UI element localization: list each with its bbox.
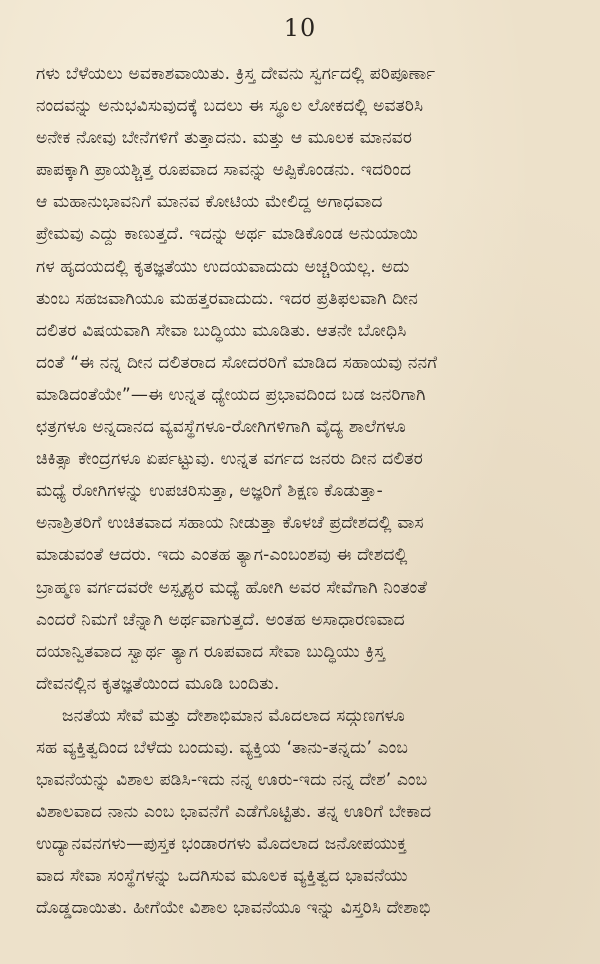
text-line: ವಾದ ಸೇವಾ ಸಂಸ್ಥೆಗಳನ್ನು ಒದಗಿಸುವ ಮೂಲಕ ವ್ಯಕ್ತಿತ್ವದ ಭಾವನೆಯು — [36, 866, 408, 887]
text-line: ಮಾಡುವಂತೆ ಆದರು. ಇದು ಎಂತಹ ತ್ಯಾಗ-ಎಂಬಂಶವು ಈ ದೇಶದಲ್ಲಿ — [36, 545, 408, 566]
text-line: ಅನೇಕ ನೋವು ಬೇನೆಗಳಿಗೆ ತುತ್ತಾದನು. ಮತ್ತು ಆ ಮೂಲಕ ಮಾನವರ — [36, 128, 413, 149]
text-line: ಬ್ರಾಹ್ಮಣ ವರ್ಗದವರೇ ಅಸ್ಪೃಶ್ಯರ ಮಧ್ಯೆ ಹೋಗಿ ಅವರ ಸೇವೆಗಾಗಿ ನಿಂತಂತೆ — [36, 577, 428, 598]
text-line: ತುಂಬ ಸಹಜವಾಗಿಯೂ ಮಹತ್ತರವಾದುದು. ಇದರ ಪ್ರತಿಫಲವಾಗಿ ದೀನ — [36, 288, 419, 309]
text-line: ಗಳ ಹೃದಯದಲ್ಲಿ ಕೃತಜ್ಞತೆಯು ಉದಯವಾದುದು ಅಚ್ಚರಿಯಲ್ಲ. ಅದು — [36, 256, 410, 277]
text-line: ದೊಡ್ಡದಾಯಿತು. ಹೀಗೆಯೇ ವಿಶಾಲ ಭಾವನೆಯೂ ಇನ್ನು ವಿಸ್ತರಿಸಿ ದೇಶಾಭಿ — [36, 898, 431, 919]
text-line: ಮಾಡಿದಂತೆಯೇ”—ಈ ಉನ್ನತ ಧ್ಯೇಯದ ಪ್ರಭಾವದಿಂದ ಬಡ ಜನರಿಗಾಗಿ — [36, 384, 426, 405]
text-line: ಅನಾಶ್ರಿತರಿಗೆ ಉಚಿತವಾದ ಸಹಾಯ ನೀಡುತ್ತಾ ಕೊಳಚೆ ಪ್ರದೇಶದಲ್ಲಿ ವಾಸ — [36, 513, 424, 534]
text-line: ವಿಶಾಲವಾದ ನಾನು ಎಂಬ ಭಾವನೆಗೆ ಎಡೆಗೊಟ್ಟಿತು. ತನ್ನ ಊರಿಗೆ ಬೇಕಾದ — [36, 802, 432, 823]
text-line: ದಲಿತರ ವಿಷಯವಾಗಿ ಸೇವಾ ಬುದ್ಧಿಯು ಮೂಡಿತು. ಆತನೇ ಬೋಧಿಸಿ — [36, 320, 407, 341]
body-text — [36, 58, 576, 925]
text-line: ಜನತೆಯ ಸೇವೆ ಮತ್ತು ದೇಶಾಭಿಮಾನ ಮೊದಲಾದ ಸದ್ಗುಣಗಳೂ — [62, 705, 405, 726]
text-line: ಗಳು ಬೆಳೆಯಲು ಅವಕಾಶವಾಯಿತು. ಕ್ರಿಸ್ತ ದೇವನು ಸ್ವರ್ಗದಲ್ಲಿ ಪರಿಪೂರ್ಣಾ — [36, 64, 436, 84]
text-line: ಭಾವನೆಯನ್ನು ವಿಶಾಲ ಪಡಿಸಿ-ಇದು ನನ್ನ ಊರು-ಇದು ನನ್ನ ದೇಶ’ ಎಂಬ — [36, 770, 428, 791]
text-line: ಎಂದರೆ ನಿಮಗೆ ಚೆನ್ನಾಗಿ ಅರ್ಥವಾಗುತ್ತದೆ. ಅಂತಹ ಅಸಾಧಾರಣವಾದ — [36, 609, 405, 630]
text-line: ಉದ್ಯಾನವನಗಳು—ಪುಸ್ತಕ ಭಂಡಾರಗಳು ಮೊದಲಾದ ಜನೋಪಯುಕ್ತ — [36, 834, 407, 855]
text-line: ದಯಾನ್ವಿತವಾದ ಸ್ವಾರ್ಥ ತ್ಯಾಗ ರೂಪವಾದ ಸೇವಾ ಬುದ್ಧಿಯು ಕ್ರಿಸ್ತ — [36, 641, 386, 662]
text-line: ಮಧ್ಯೆ ರೋಗಿಗಳನ್ನು ಉಪಚರಿಸುತ್ತಾ, ಅಜ್ಞರಿಗೆ ಶಿಕ್ಷಣ ಕೊಡುತ್ತಾ- — [36, 481, 383, 502]
text-line: ನಂದವನ್ನು ಅನುಭವಿಸುವುದಕ್ಕೆ ಬದಲು ಈ ಸ್ಥೂಲ ಲೋಕದಲ್ಲಿ ಅವತರಿಸಿ — [36, 96, 424, 117]
text-line: ದೇವನಲ್ಲಿನ ಕೃತಜ್ಞತೆಯಿಂದ ಮೂಡಿ ಬಂದಿತು. — [36, 673, 280, 694]
text-line: ಚಿಕಿತ್ಸಾ ಕೇಂದ್ರಗಳೂ ಏರ್ಪಟ್ಟುವು. ಉನ್ನತ ವರ್ಗದ ಜನರು ದೀನ ದಲಿತರ — [36, 449, 423, 470]
text-line: ಛತ್ರಗಳೂ ಅನ್ನದಾನದ ವ್ಯವಸ್ಥೆಗಳೂ-ರೋಗಿಗಳಿಗಾಗಿ ವೈದ್ಯ ಶಾಲೆಗಳೂ — [36, 417, 406, 438]
text-line: ದಂತೆ “ಈ ನನ್ನ ದೀನ ದಲಿತರಾದ ಸೋದರರಿಗೆ ಮಾಡಿದ ಸಹಾಯವು ನನಗೆ — [36, 352, 438, 373]
text-line: ಪಾಪಕ್ಕಾಗಿ ಪ್ರಾಯಶ್ಚಿತ್ತ ರೂಪವಾದ ಸಾವನ್ನು ಅಪ್ಪಿಕೊಂಡನು. ಇದರಿಂದ — [36, 160, 412, 181]
text-line: ಪ್ರೇಮವು ಎದ್ದು ಕಾಣುತ್ತದೆ. ಇದನ್ನು ಅರ್ಥ ಮಾಡಿಕೊಂಡ ಅನುಯಾಯಿ — [36, 224, 419, 245]
text-line: ಸಹ ವ್ಯಕ್ತಿತ್ವದಿಂದ ಬೆಳೆದು ಬಂದುವು. ವ್ಯಕ್ತಿಯ ‘ತಾನು-ತನ್ನದು’ ಎಂಬ — [36, 737, 409, 758]
page-number: 10 — [283, 14, 317, 42]
text-line: ಆ ಮಹಾನುಭಾವನಿಗೆ ಮಾನವ ಕೋಟಿಯ ಮೇಲಿದ್ದ ಅಗಾಧವಾದ — [36, 192, 383, 213]
